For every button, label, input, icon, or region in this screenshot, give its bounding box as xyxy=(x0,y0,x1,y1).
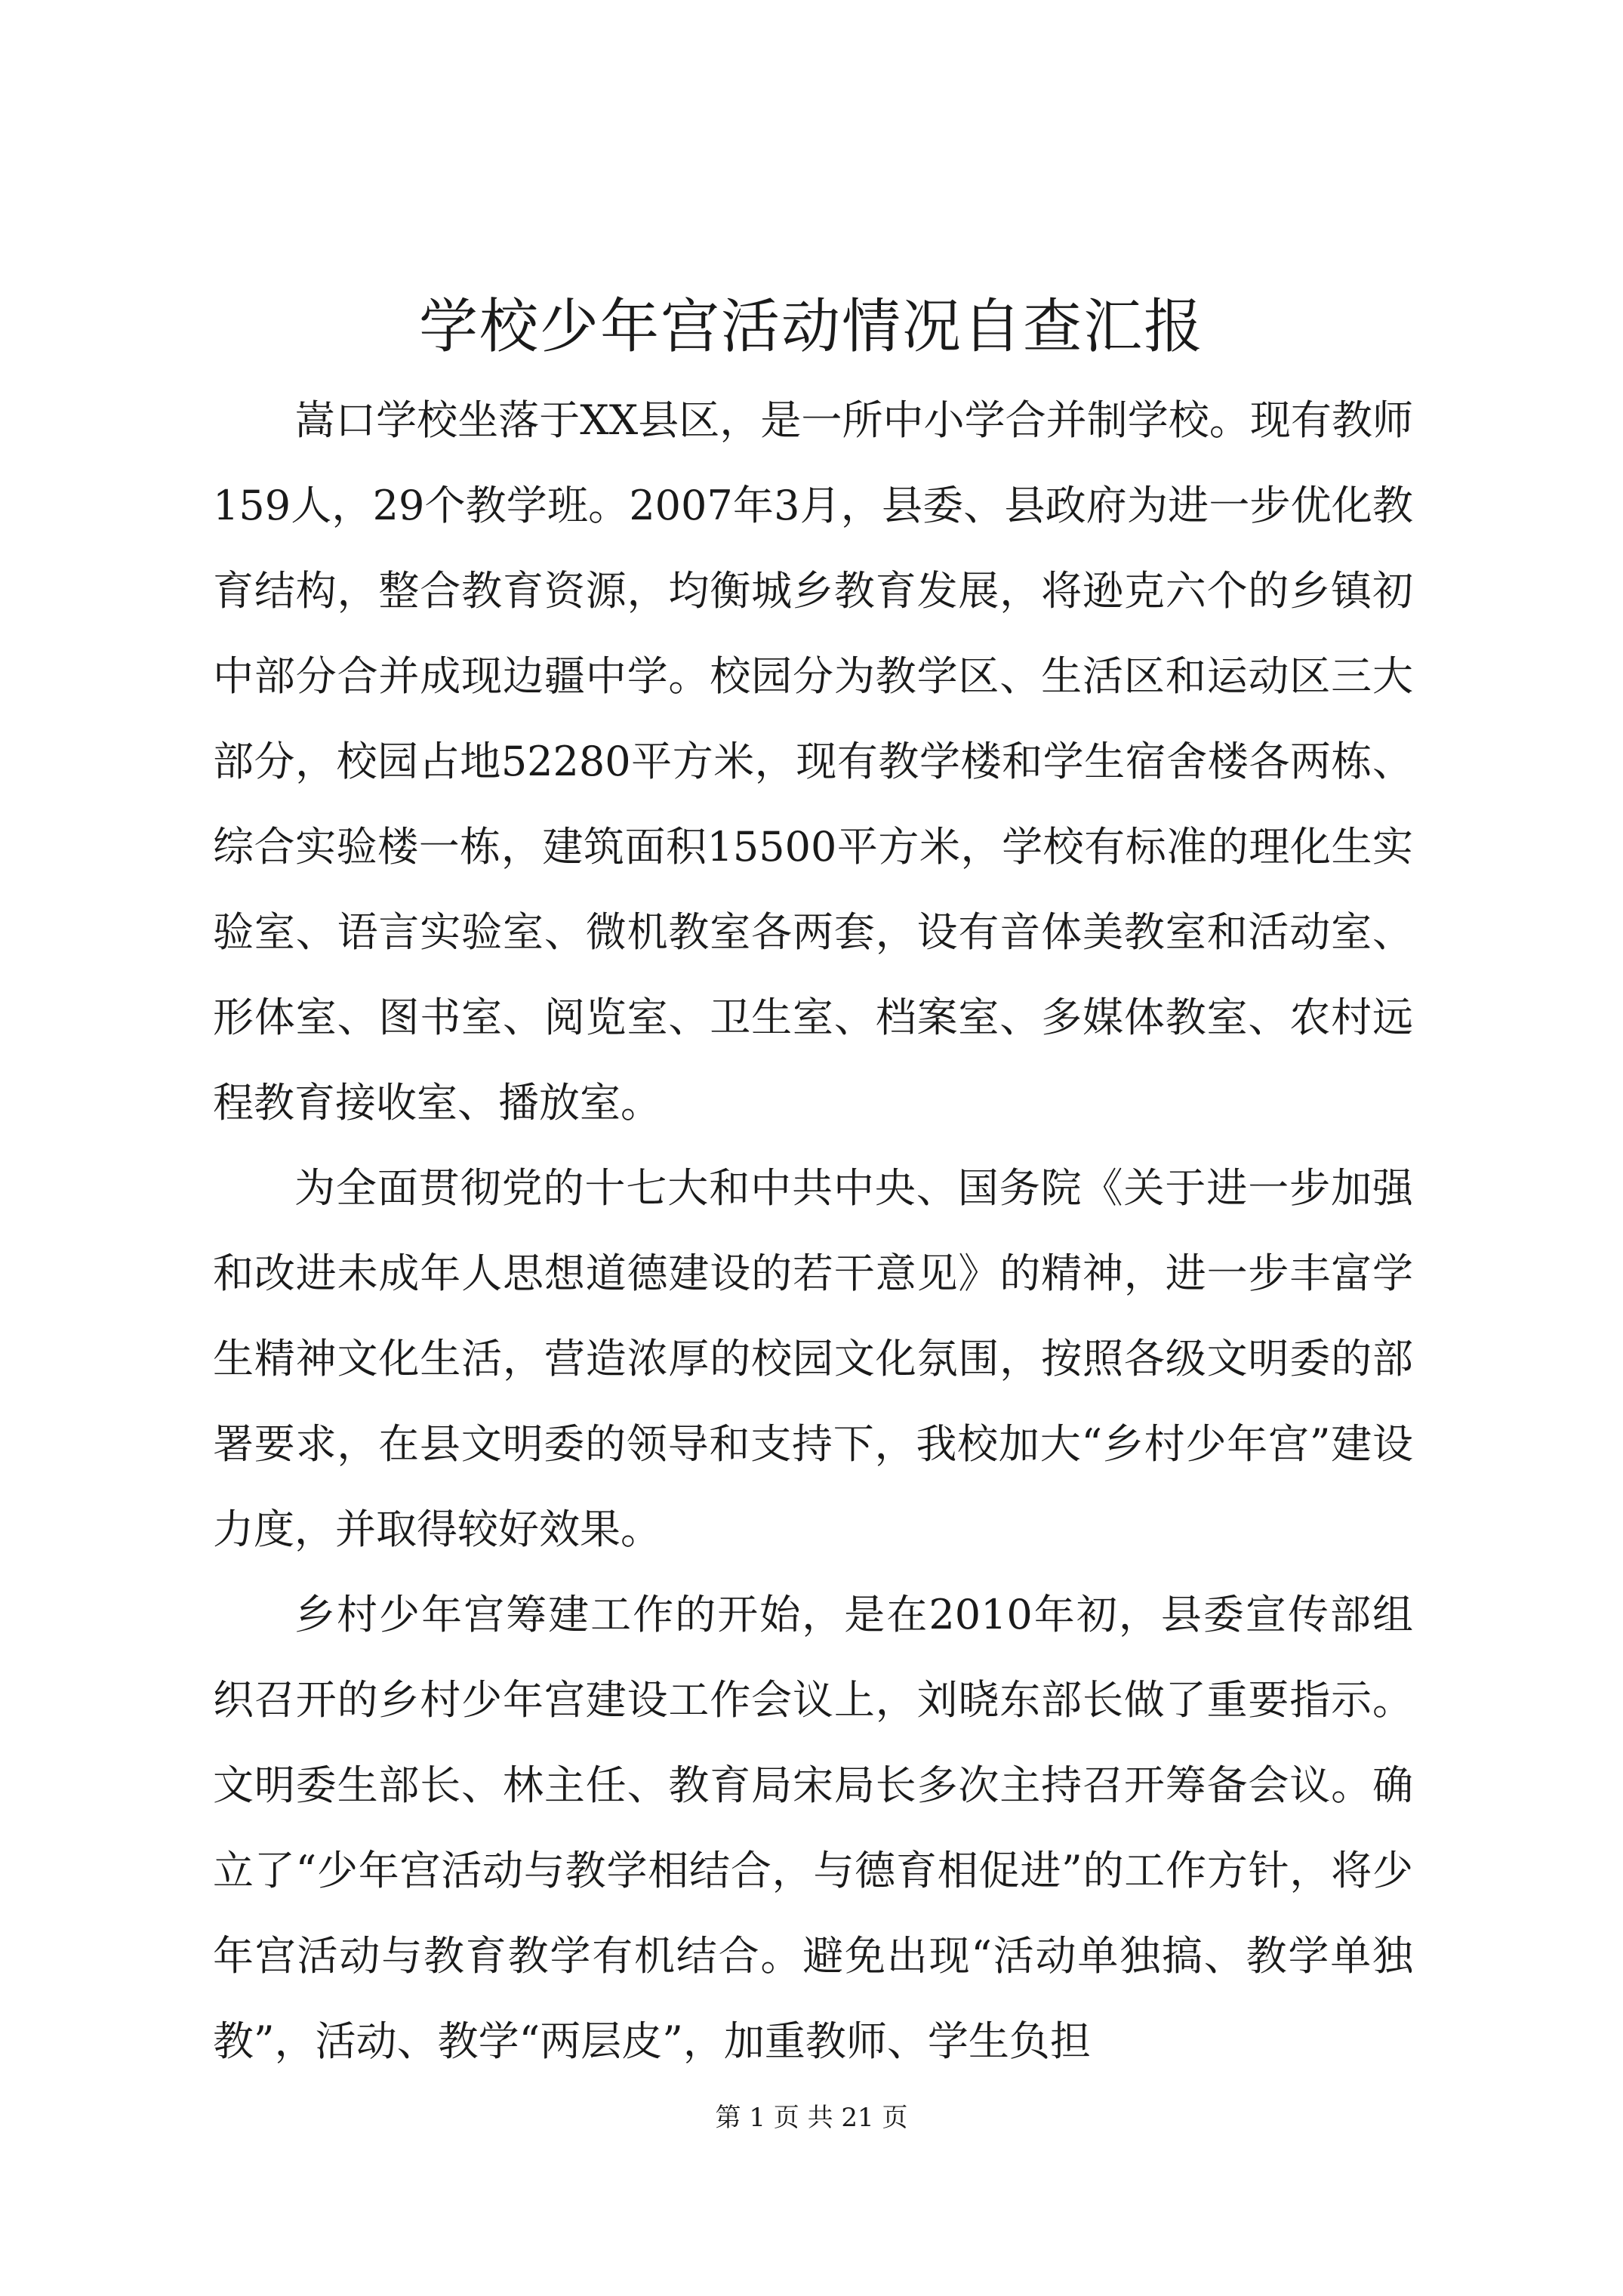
document-body xyxy=(213,378,1413,2084)
page-footer: 第 1 页 共 21 页 xyxy=(715,2103,908,2133)
paragraph-purpose: 为全面贯彻党的十七大和中共中央、国务院《关于进一步加强和改进未成年人思想道德建设的若干意见》的精神，进一步丰富学生精神文化生活，营造浓厚的校园文化氛围，按照各级文明委的部署要求，在县文明委的领导和支持下，我校加大“乡村少年宫”建设力度，并取得较好效果。 xyxy=(213,1164,1413,1553)
document-title: 学校少年宫活动情况自查汇报 xyxy=(418,293,1204,361)
paragraph-school-overview: 嵩口学校坐落于XX县区，是一所中小学合并制学校。现有教师159人，29个教学班。2007年3月，县委、县政府为进一步优化教育结构，整合教育资源，均衡城乡教育发展，将逊克六个的乡镇初中部分合并成现边疆中学。校园分为教学区、生活区和运动区三大部分，校园占地52280平方米，现有教学楼和学生宿舍楼各两栋、综合实验楼一栋，建筑面积15500平方米，学校有标准的理化生实验室、语言实验室、微机教室各两套，设有音体美教室和活动室、形体室、图书室、阅览室、卫生室、档案室、多媒体教室、农村远程教育接收室、播放室。 xyxy=(213,396,1413,1126)
paragraph-construction-start: 乡村少年宫筹建工作的开始，是在2010年初，县委宣传部组织召开的乡村少年宫建设工作会议上，刘晓东部长做了重要指示。文明委生部长、林主任、教育局宋局长多次主持召开筹备会议。确立了“少年宫活动与教学相结合，与德育相促进”的工作方针，将少年宫活动与教育教学有机结合。避免出现“活动单独搞、教学单独教”，活动、教学“两层皮”，加重教师、学生负担 xyxy=(213,1591,1413,2065)
